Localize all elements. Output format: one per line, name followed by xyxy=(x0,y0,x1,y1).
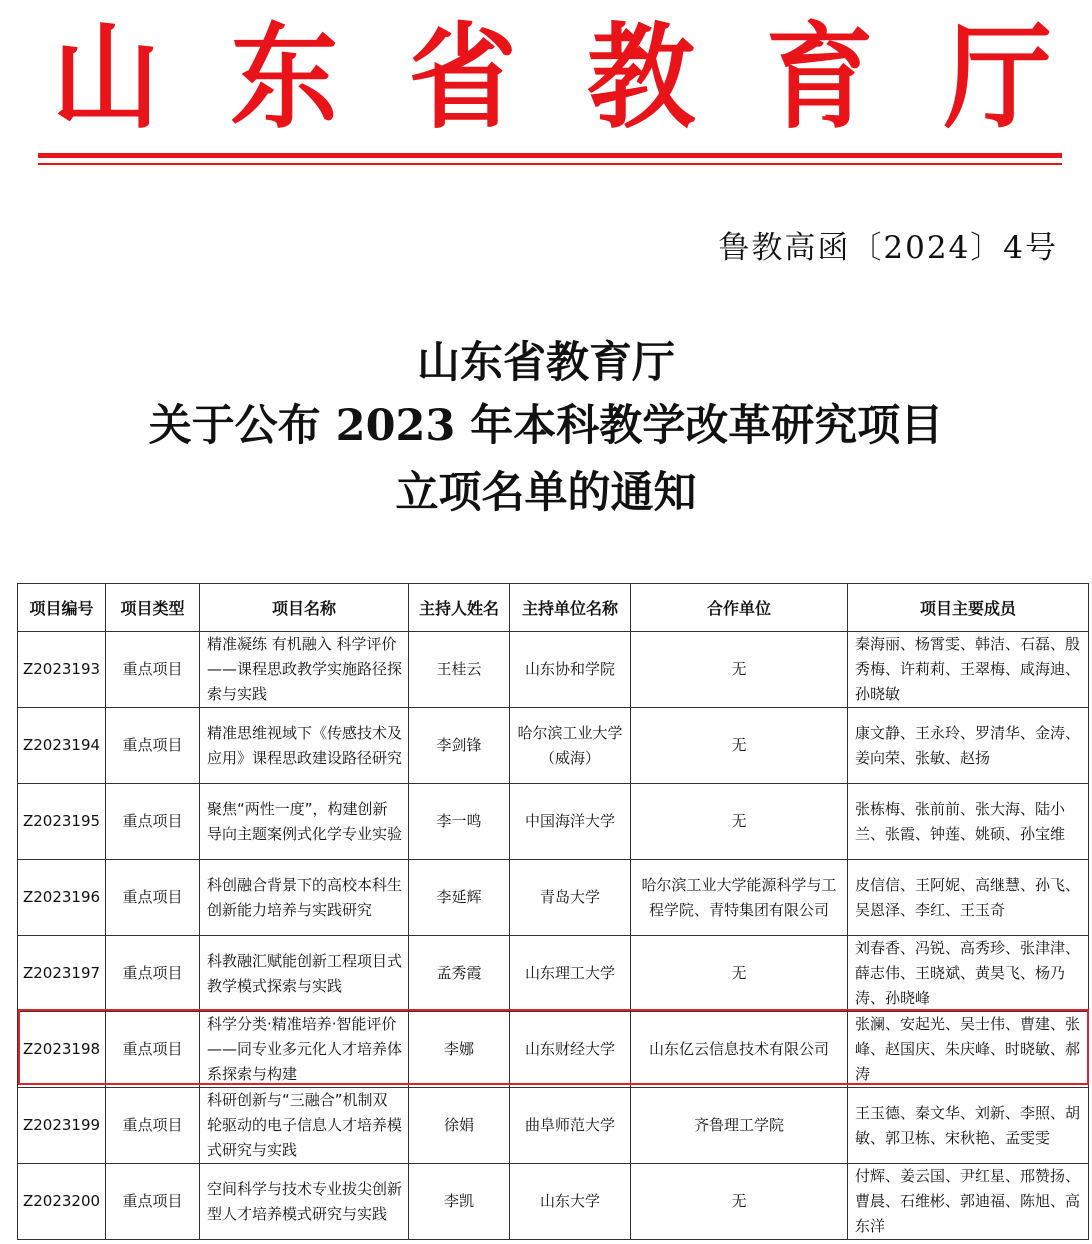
project-name: 空间科学与技术专业拔尖创新型人才培养模式研究与实践 xyxy=(200,1164,409,1240)
table-header-row xyxy=(18,584,1089,632)
table-row xyxy=(18,784,1089,860)
project-id: Z2023197 xyxy=(18,936,106,1012)
title-line-1: 山东省教育厅 xyxy=(417,338,675,388)
host-institution: 山东财经大学 xyxy=(510,1012,631,1088)
project-leader: 李剑锋 xyxy=(409,708,510,784)
host-institution: 山东大学 xyxy=(510,1164,631,1240)
header-cell: 项目编号 xyxy=(18,584,106,632)
project-type: 重点项目 xyxy=(106,936,200,1012)
project-members: 王玉德、秦文华、刘新、李照、胡敏、郭卫栋、宋秋艳、孟雯雯 xyxy=(848,1088,1089,1164)
project-id: Z2023195 xyxy=(18,784,106,860)
project-name: 科教融汇赋能创新工程项目式教学模式探索与实践 xyxy=(200,936,409,1012)
letterhead-divider-thick xyxy=(38,153,1062,158)
project-name: 科研创新与“三融合”机制双轮驱动的电子信息人才培养模式研究与实践 xyxy=(200,1088,409,1164)
partner-institution: 山东亿云信息技术有限公司 xyxy=(631,1012,848,1088)
project-table xyxy=(17,583,1089,1240)
project-id: Z2023193 xyxy=(18,632,106,708)
project-leader: 李娜 xyxy=(409,1012,510,1088)
header-cell: 合作单位 xyxy=(631,584,848,632)
host-institution: 山东理工大学 xyxy=(510,936,631,1012)
project-members: 康文静、王永玲、罗清华、金涛、姜向荣、张敏、赵扬 xyxy=(848,708,1089,784)
project-type: 重点项目 xyxy=(106,1164,200,1240)
project-members: 秦海丽、杨霄雯、韩洁、石磊、殷秀梅、许莉莉、王翠梅、咸海迪、孙晓敏 xyxy=(848,632,1089,708)
project-leader: 李延辉 xyxy=(409,860,510,936)
project-members: 付辉、姜云国、尹红星、邢赞扬、曹晨、石维彬、郭迪福、陈旭、高东洋 xyxy=(848,1164,1089,1240)
project-type: 重点项目 xyxy=(106,708,200,784)
project-members: 张澜、安起光、吴士伟、曹建、张峰、赵国庆、朱庆峰、时晓敏、郝涛 xyxy=(848,1012,1089,1088)
project-name: 精准凝练 有机融入 科学评价——课程思政教学实施路径探索与实践 xyxy=(200,632,409,708)
project-type: 重点项目 xyxy=(106,860,200,936)
project-id: Z2023200 xyxy=(18,1164,106,1240)
partner-institution: 无 xyxy=(631,936,848,1012)
partner-institution: 哈尔滨工业大学能源科学与工程学院、青特集团有限公司 xyxy=(631,860,848,936)
project-type: 重点项目 xyxy=(106,1012,200,1088)
table-row xyxy=(18,936,1089,1012)
project-id: Z2023199 xyxy=(18,1088,106,1164)
letterhead-char: 东 xyxy=(230,11,339,145)
host-institution: 中国海洋大学 xyxy=(510,784,631,860)
project-name: 精准思维视域下《传感技术及应用》课程思政建设路径研究 xyxy=(200,708,409,784)
document-number: 鲁教高函〔2024〕4号 xyxy=(718,230,1058,266)
project-leader: 李凯 xyxy=(409,1164,510,1240)
project-members: 张栋梅、张前前、张大海、陆小兰、张霞、钟莲、姚硕、孙宝维 xyxy=(848,784,1089,860)
partner-institution: 齐鲁理工学院 xyxy=(631,1088,848,1164)
project-name: 科创融合背景下的高校本科生创新能力培养与实践研究 xyxy=(200,860,409,936)
host-institution: 哈尔滨工业大学（威海） xyxy=(510,708,631,784)
project-id: Z2023198 xyxy=(18,1012,106,1088)
letterhead-char: 山 xyxy=(52,11,161,145)
project-name: 科学分类·精准培养·智能评价——同专业多元化人才培养体系探索与构建 xyxy=(200,1012,409,1088)
table-row xyxy=(18,708,1089,784)
letterhead-char: 厅 xyxy=(943,11,1052,145)
project-type: 重点项目 xyxy=(106,1088,200,1164)
project-leader: 王桂云 xyxy=(409,632,510,708)
project-members: 刘春香、冯锐、高秀珍、张津津、薛志伟、王晓斌、黄昊飞、杨乃涛、孙晓峰 xyxy=(848,936,1089,1012)
project-leader: 李一鸣 xyxy=(409,784,510,860)
table-row xyxy=(18,1088,1089,1164)
letterhead-char: 育 xyxy=(765,11,874,145)
header-cell: 项目主要成员 xyxy=(848,584,1089,632)
partner-institution: 无 xyxy=(631,1164,848,1240)
project-leader: 孟秀霞 xyxy=(409,936,510,1012)
project-id: Z2023196 xyxy=(18,860,106,936)
project-leader: 徐娟 xyxy=(409,1088,510,1164)
header-cell: 主持单位名称 xyxy=(510,584,631,632)
host-institution: 青岛大学 xyxy=(510,860,631,936)
table-row xyxy=(18,860,1089,936)
partner-institution: 无 xyxy=(631,632,848,708)
project-name: 聚焦“两性一度”，构建创新导向主题案例式化学专业实验 xyxy=(200,784,409,860)
header-cell: 主持人姓名 xyxy=(409,584,510,632)
table-row-highlighted xyxy=(18,1012,1089,1088)
partner-institution: 无 xyxy=(631,708,848,784)
title-line-3: 立项名单的通知 xyxy=(395,468,697,518)
header-cell: 项目名称 xyxy=(200,584,409,632)
letterhead-divider-thin xyxy=(38,163,1062,165)
table-row xyxy=(18,1164,1089,1240)
project-id: Z2023194 xyxy=(18,708,106,784)
letterhead-char: 省 xyxy=(408,11,517,145)
header-cell: 项目类型 xyxy=(106,584,200,632)
partner-institution: 无 xyxy=(631,784,848,860)
host-institution: 曲阜师范大学 xyxy=(510,1088,631,1164)
project-type: 重点项目 xyxy=(106,784,200,860)
letterhead xyxy=(0,11,1092,145)
project-type: 重点项目 xyxy=(106,632,200,708)
project-members: 皮信信、王阿妮、高继慧、孙飞、吴恩泽、李红、王玉奇 xyxy=(848,860,1089,936)
host-institution: 山东协和学院 xyxy=(510,632,631,708)
letterhead-char: 教 xyxy=(587,11,696,145)
title-line-2: 关于公布 2023 年本科教学改革研究项目 xyxy=(148,401,944,451)
table-row xyxy=(18,632,1089,708)
